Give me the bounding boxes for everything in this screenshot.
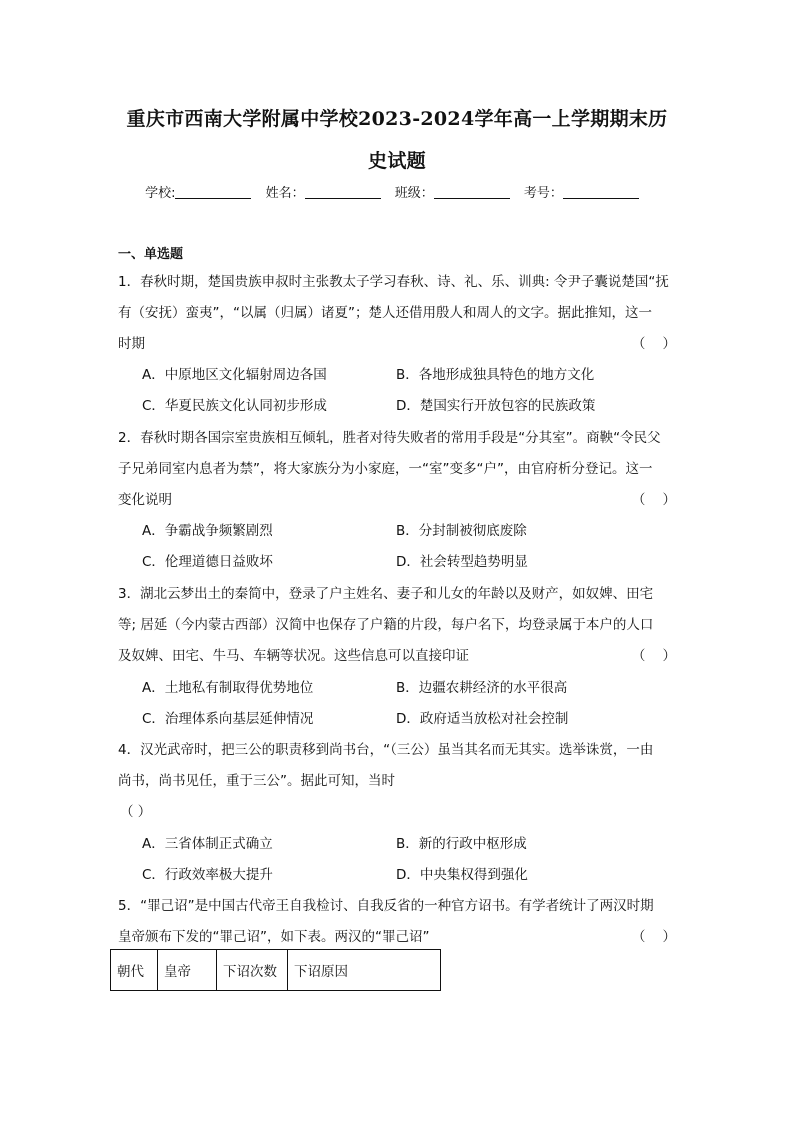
q1-option-a[interactable]: A．中原地区文化辐射周边各国 — [142, 367, 327, 383]
edict-table — [110, 949, 441, 991]
q2-answer-paren[interactable]: （ ） — [631, 492, 676, 508]
q4-line1: 4．汉光武帝时，把三公的职责移到尚书台，“（三公）虽当其名而无其实。选举诛赏，一由 — [118, 742, 654, 758]
q4-option-d[interactable]: D．中央集权得到强化 — [396, 867, 528, 883]
student-info-row — [0, 182, 794, 201]
q3-option-a[interactable]: A．土地私有制取得优势地位 — [142, 680, 314, 696]
school-label: 学校: — [145, 186, 176, 201]
q3-answer-paren[interactable]: （ ） — [631, 648, 676, 664]
table-header-cell: 朝代 — [111, 950, 158, 991]
q4-option-b[interactable]: B．新的行政中枢形成 — [396, 836, 527, 852]
q1-option-d[interactable]: D．楚国实行开放包容的民族政策 — [396, 398, 596, 414]
school-blank[interactable] — [175, 186, 251, 199]
q2-line1: 2．春秋时期各国宗室贵族相互倾轧，胜者对待失败者的常用手段是“分其室”。商鞅“令民父 — [118, 430, 661, 446]
q3-line3: 及奴婢、田宅、牛马、车辆等状况。这些信息可以直接印证 — [118, 648, 469, 664]
q4-option-a[interactable]: A．三省体制正式确立 — [142, 836, 273, 852]
q1-option-c[interactable]: C．华夏民族文化认同初步形成 — [142, 398, 327, 414]
q3-option-c[interactable]: C．治理体系向基层延伸情况 — [142, 711, 314, 727]
name-label: 姓名： — [265, 186, 305, 201]
name-blank[interactable] — [305, 186, 381, 199]
q2-line3: 变化说明 — [118, 492, 172, 508]
q2-line2: 子兄弟同室内息者为禁”，将大家族分为小家庭，一“室”变多“户”，由官府析分登记。这一 — [118, 461, 653, 477]
table-header-cell: 皇帝 — [158, 950, 217, 991]
q3-line2: 等; 居延（今内蒙古西部）汉简中也保存了户籍的片段，每户名下，均登录属于本户的人口 — [118, 617, 654, 633]
q1-line2: 有（安抚）蛮夷”，“以属（归属）诸夏”；楚人还借用殷人和周人的文字。据此推知，这一 — [118, 305, 652, 321]
q3-line1: 3．湖北云梦出土的秦简中，登录了户主姓名、妻子和儿女的年龄以及财产，如奴婢、田宅 — [118, 586, 654, 602]
q2-option-a[interactable]: A．争霸战争频繁剧烈 — [142, 523, 273, 539]
q1-answer-paren[interactable]: （ ） — [631, 336, 676, 352]
exam-title-line2: 史试题 — [368, 150, 426, 172]
q5-line2: 皇帝颁布下发的“罪己诏”，如下表。两汉的“罪己诏” — [118, 929, 430, 945]
q4-line2: 尚书，尚书见任，重于三公”。据此可知，当时 — [118, 773, 395, 789]
q2-option-d[interactable]: D．社会转型趋势明显 — [396, 554, 528, 570]
section-heading: 一、单选题 — [118, 247, 184, 262]
q5-line1: 5．“罪己诏”是中国古代帝王自我检讨、自我反省的一种官方诏书。有学者统计了两汉时期 — [118, 898, 654, 914]
class-blank[interactable] — [434, 186, 510, 199]
class-label: 班级： — [394, 186, 434, 201]
q4-answer-paren[interactable]: （ ） — [120, 804, 152, 820]
q3-option-d[interactable]: D．政府适当放松对社会控制 — [396, 711, 569, 727]
table-header-row — [111, 950, 441, 991]
q5-answer-paren[interactable]: （ ） — [631, 929, 676, 945]
q2-option-b[interactable]: B．分封制被彻底废除 — [396, 523, 527, 539]
q3-option-b[interactable]: B．边疆农耕经济的水平很高 — [396, 680, 568, 696]
number-blank[interactable] — [563, 186, 639, 199]
table-header-cell: 下诏次数 — [217, 950, 288, 991]
number-label: 考号： — [523, 186, 563, 201]
q1-line1: 1．春秋时期，楚国贵族申叔时主张教太子学习春秋、诗、礼、乐、训典: 令尹子囊说楚国“抚 — [118, 274, 669, 290]
q1-line3: 时期 — [118, 336, 145, 352]
table-header-cell: 下诏原因 — [288, 950, 441, 991]
q1-option-b[interactable]: B．各地形成独具特色的地方文化 — [396, 367, 595, 383]
q2-option-c[interactable]: C．伦理道德日益败坏 — [142, 554, 273, 570]
q4-option-c[interactable]: C．行政效率极大提升 — [142, 867, 273, 883]
exam-title-line1: 重庆市西南大学附属中学校2023-2024学年高一上学期期末历 — [126, 108, 668, 130]
